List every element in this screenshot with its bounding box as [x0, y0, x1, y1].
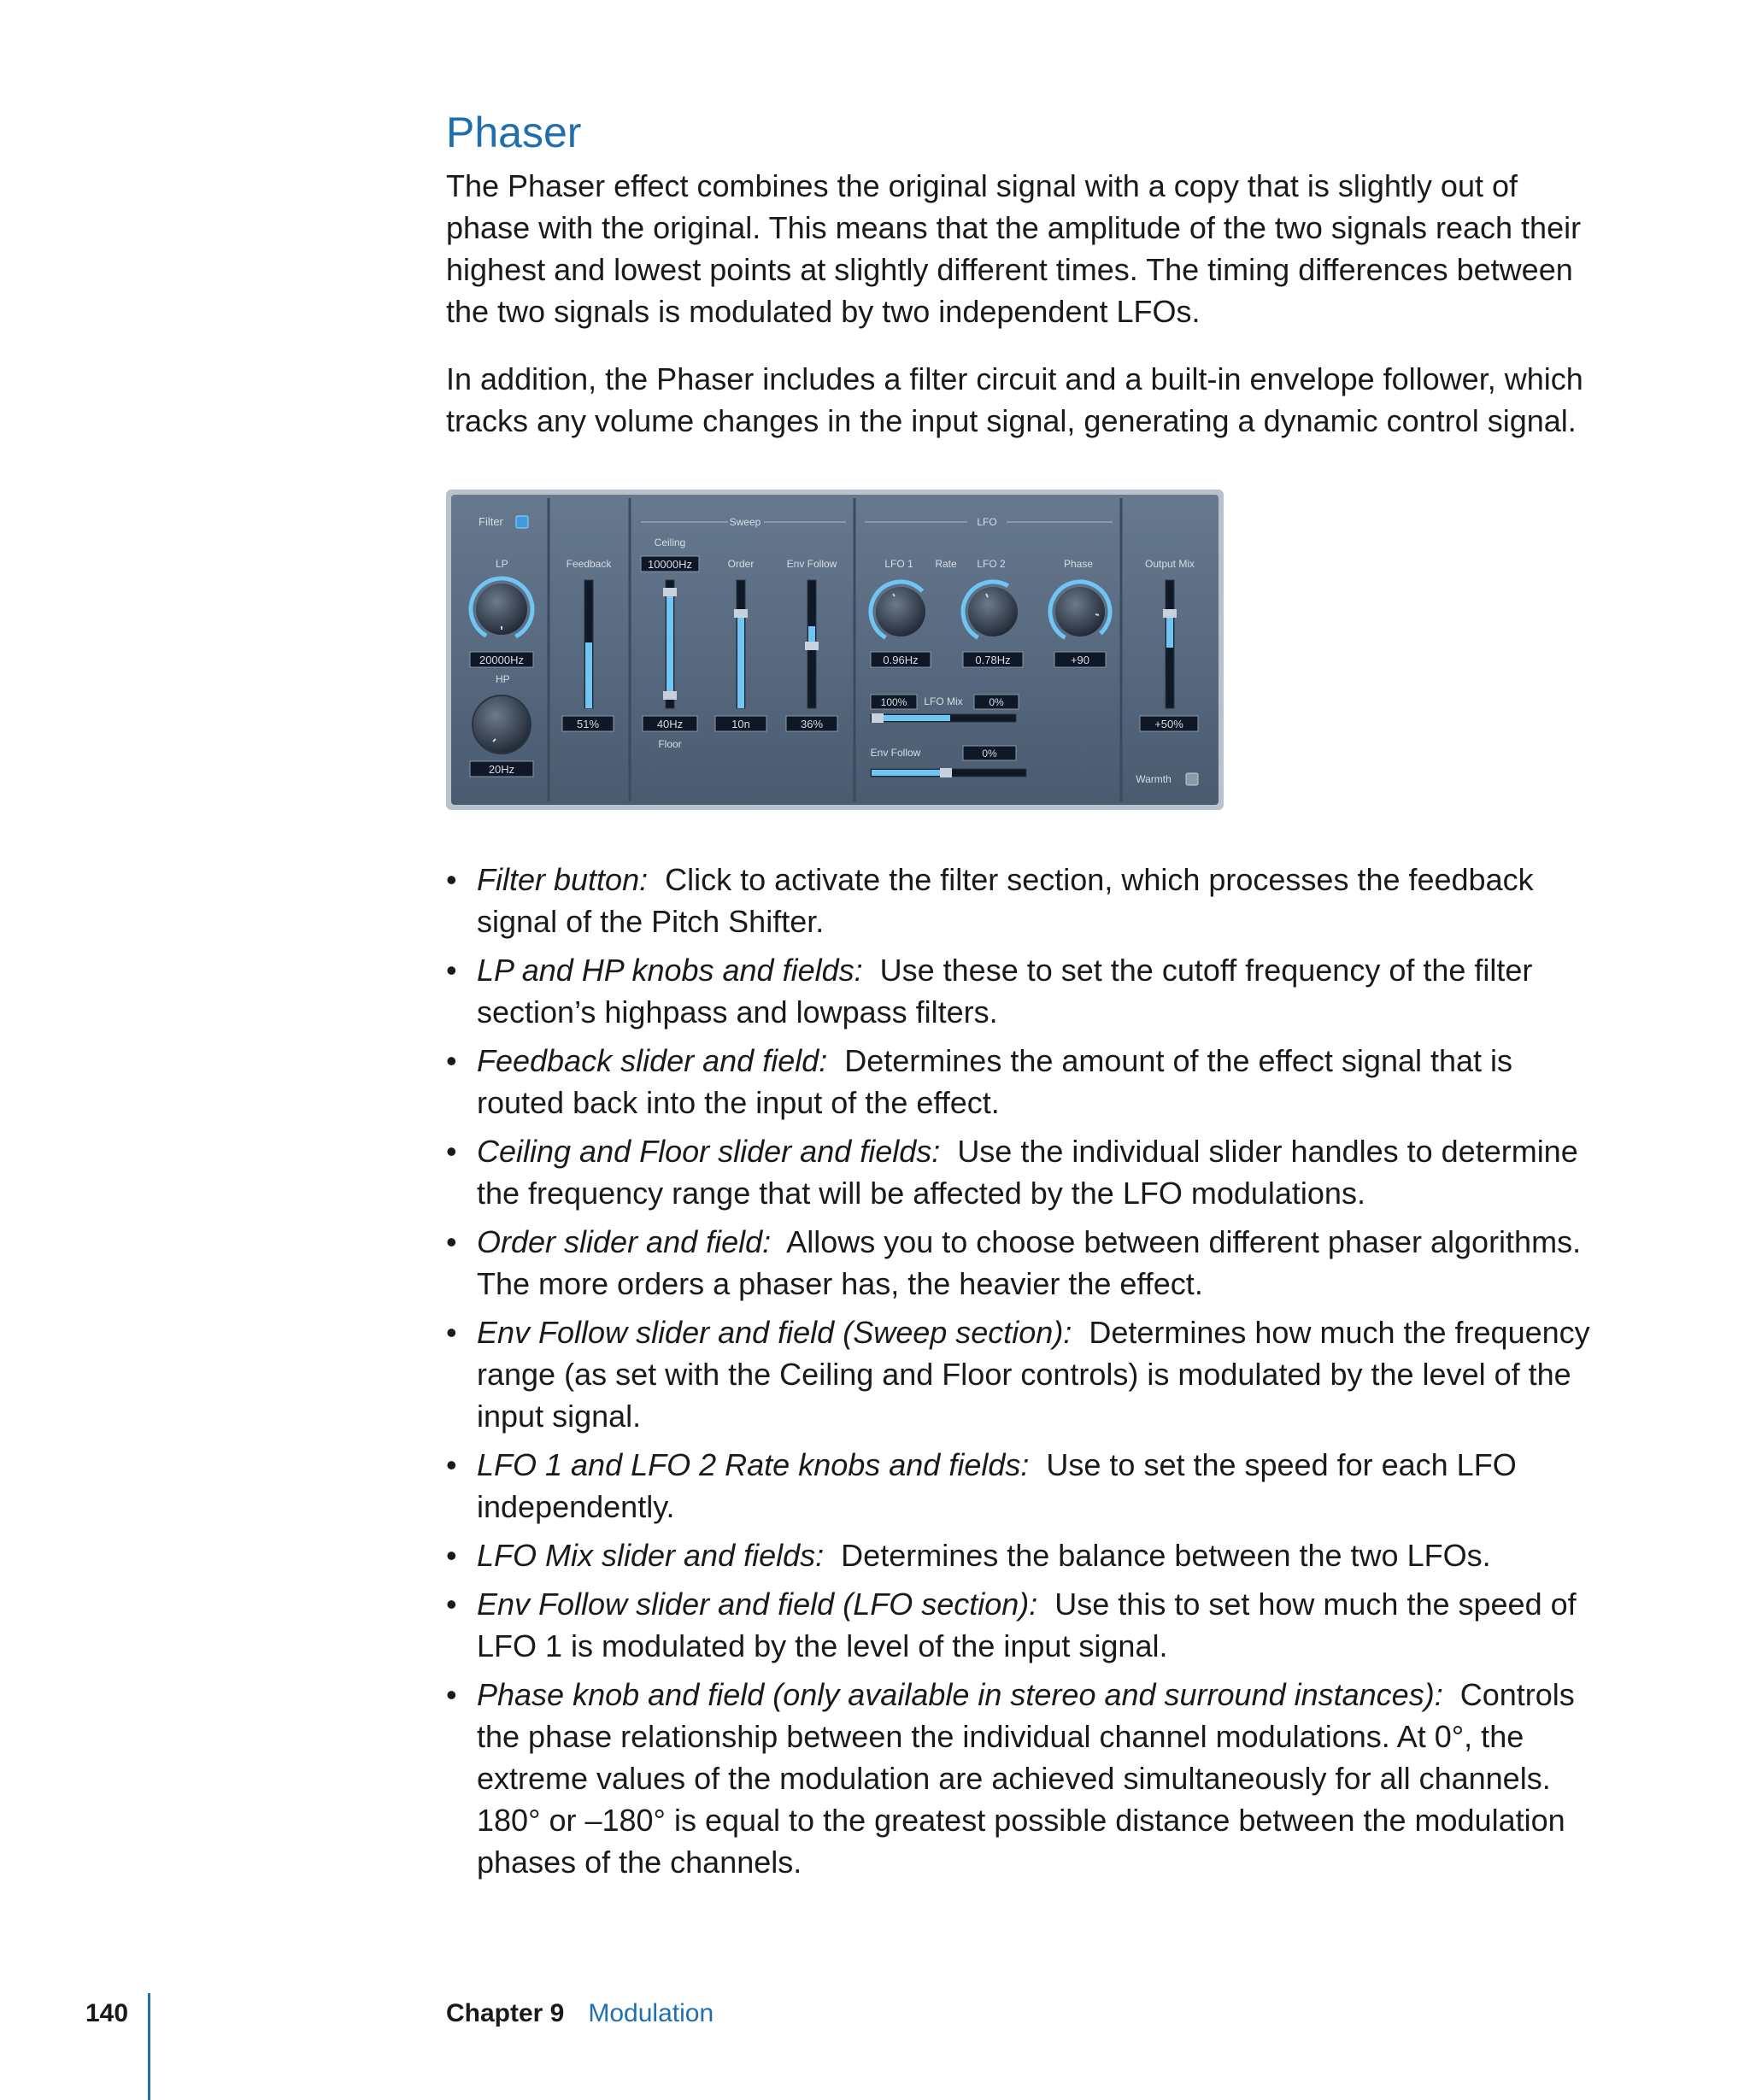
lfo-mix-slider-fill	[882, 715, 950, 721]
lfo-label: LFO	[977, 516, 997, 528]
output-mix-value: +50%	[1154, 718, 1183, 730]
bullet-term: Feedback slider and field:	[477, 1043, 828, 1078]
phaser-plugin-screenshot	[446, 490, 1608, 814]
output-mix-slider-fill	[1166, 613, 1173, 648]
phase-label: Phase	[1063, 558, 1094, 570]
bullet-text: Click to activate the filter section, which processes the feedback signal of the Pitch Shifter.	[477, 862, 1534, 939]
lfo-mix-left-value: 100%	[880, 696, 907, 708]
order-handle[interactable]	[734, 609, 748, 618]
lfo2-label: LFO 2	[977, 558, 1006, 570]
ceiling-floor-range	[667, 592, 673, 695]
intro-paragraph-1: The Phaser effect combines the original signal with a copy that is slightly out of phase with the original. This means that the amplitude of the two signals reach their highest and lowest points at slightly different times. The timing differences between the two signals is modulated by two independent LFOs.	[446, 168, 1582, 329]
ceiling-value: 10000Hz	[647, 558, 693, 571]
page-number: 140	[85, 1999, 129, 2027]
list-item: • Filter button: Click to activate the filter section, which processes the feedback signal of the Pitch Shifter.	[446, 862, 1534, 939]
ceiling-handle[interactable]	[663, 588, 677, 596]
footer-rule	[148, 1993, 150, 2100]
control-descriptions-list	[446, 859, 1608, 1883]
lfo-env-follow-slider-fill	[872, 770, 940, 776]
chapter-footer	[446, 1999, 714, 2028]
sweep-env-follow-value: 36%	[800, 718, 824, 730]
feedback-value: 51%	[576, 718, 600, 730]
lfo-mix-handle[interactable]	[872, 713, 884, 723]
bullet-text: Determines the amount of the effect signal that is routed back into the input of the effect.	[477, 1043, 1513, 1120]
bullet-text: Use this to set how much the speed of LFO 1 is modulated by the level of the input signal.	[477, 1587, 1577, 1663]
list-item: • Env Follow slider and field (LFO section): Use this to set how much the speed of LFO 1 is modulated by the level of the input signal.	[446, 1587, 1577, 1663]
chapter-section-link[interactable]: Modulation	[588, 1999, 714, 2027]
lfo-env-follow-label: Env Follow	[870, 747, 921, 759]
bullet-term: Order slider and field:	[477, 1224, 772, 1259]
lfo2-value: 0.78Hz	[975, 654, 1011, 666]
sweep-env-follow-label: Env Follow	[786, 558, 837, 570]
list-item: • Feedback slider and field: Determines the amount of the effect signal that is routed back into the input of the effect.	[446, 1043, 1513, 1120]
bullet-term: Env Follow slider and field (Sweep section):	[477, 1315, 1072, 1350]
bullet-text: Use to set the speed for each LFO independently.	[477, 1447, 1517, 1524]
warmth-button[interactable]	[1186, 773, 1198, 785]
order-value: 10n	[731, 718, 750, 730]
intro-paragraph-2: In addition, the Phaser includes a filter circuit and a built-in envelope follower, which tracks any volume changes in the input signal, generating a dynamic control signal.	[446, 361, 1583, 438]
chapter-label: Chapter 9	[446, 1999, 565, 2027]
feedback-label: Feedback	[566, 558, 612, 570]
bullet-term: Filter button:	[477, 862, 649, 897]
list-item: • LP and HP knobs and fields: Use these to set the cutoff frequency of the filter section’s highpass and lowpass filters.	[446, 953, 1533, 1029]
lfo-env-follow-handle[interactable]	[940, 768, 952, 777]
lfo1-value: 0.96Hz	[883, 654, 919, 666]
bullet-text: Determines the balance between the two LFOs.	[841, 1538, 1491, 1573]
filter-button[interactable]	[516, 516, 528, 528]
list-item: • LFO Mix slider and fields: Determines the balance between the two LFOs.	[446, 1538, 1491, 1573]
lp-label: LP	[496, 558, 508, 570]
lp-value: 20000Hz	[479, 654, 525, 666]
ceiling-label: Ceiling	[654, 537, 686, 548]
lfo1-label: LFO 1	[884, 558, 913, 570]
phase-value: +90	[1070, 654, 1090, 666]
page-content	[446, 107, 1608, 1890]
phaser-plugin-panel	[446, 490, 1224, 810]
bullet-text: Use the individual slider handles to determine the frequency range that will be affected by the LFO modulations.	[477, 1134, 1578, 1211]
sweep-env-follow-fill	[808, 626, 815, 643]
rate-label: Rate	[935, 558, 957, 570]
panel-background	[451, 495, 1219, 805]
bullet-text: Use these to set the cutoff frequency of the filter section’s highpass and lowpass filters.	[477, 953, 1533, 1029]
list-item: • Ceiling and Floor slider and fields: Use the individual slider handles to determine the frequency range that will be affected by the LFO modulations.	[446, 1134, 1578, 1211]
output-mix-handle[interactable]	[1163, 609, 1177, 618]
bullet-term: Phase knob and field (only available in stereo and surround instances):	[477, 1677, 1443, 1712]
bullet-term: Ceiling and Floor slider and fields:	[477, 1134, 941, 1169]
hp-knob[interactable]	[473, 695, 531, 754]
section-title: Phaser	[446, 109, 582, 156]
hp-value: 20Hz	[488, 763, 515, 776]
lfo-mix-right-value: 0%	[989, 696, 1004, 708]
bullet-text: Determines how much the frequency range (as set with the Ceiling and Floor controls) is modulated by the level of the input signal.	[477, 1315, 1590, 1434]
warmth-label: Warmth	[1136, 773, 1172, 785]
order-slider-fill	[737, 613, 744, 708]
filter-label: Filter	[479, 515, 503, 528]
feedback-slider-fill	[585, 642, 592, 708]
bullet-text: Allows you to choose between different phaser algorithms. The more orders a phaser has, the heavier the effect.	[477, 1224, 1582, 1301]
list-item: • Env Follow slider and field (Sweep section): Determines how much the frequency range (as set with the Ceiling and Floor controls) is modulated by the level of the input signal.	[446, 1315, 1590, 1434]
floor-value: 40Hz	[656, 718, 684, 730]
lfo-mix-label: LFO Mix	[924, 695, 963, 707]
list-item: • LFO 1 and LFO 2 Rate knobs and fields: Use to set the speed for each LFO independently.	[446, 1447, 1517, 1524]
sweep-label: Sweep	[729, 516, 761, 528]
list-item: • Phase knob and field (only available in stereo and surround instances): Controls the phase relationship between the individual channel modulations. At 0°, the extreme values of the modulation are achieved simultaneously for all channels. 180° or –180° is equal to the greatest possible distance between the modulation phases of the channels.	[446, 1677, 1575, 1880]
bullet-term: LFO Mix slider and fields:	[477, 1538, 825, 1573]
output-mix-label: Output Mix	[1144, 558, 1195, 570]
list-item: • Order slider and field: Allows you to choose between different phaser algorithms. The more orders a phaser has, the heavier the effect.	[446, 1224, 1582, 1301]
bullet-term: LP and HP knobs and fields:	[477, 953, 863, 988]
lfo-env-follow-value: 0%	[982, 748, 997, 760]
bullet-term: Env Follow slider and field (LFO section):	[477, 1587, 1038, 1622]
order-label: Order	[727, 558, 755, 570]
sweep-env-follow-handle[interactable]	[805, 642, 819, 650]
hp-label: HP	[496, 673, 510, 685]
floor-handle[interactable]	[663, 691, 677, 700]
floor-label: Floor	[658, 738, 682, 750]
bullet-term: LFO 1 and LFO 2 Rate knobs and fields:	[477, 1447, 1030, 1482]
bullet-text: Controls the phase relationship between the individual channel modulations. At 0°, the extreme values of the modulation are achieved simultaneously for all channels. 180° or –180° is equal to the greatest possible distance between the modulation phases of the channels.	[477, 1677, 1575, 1880]
